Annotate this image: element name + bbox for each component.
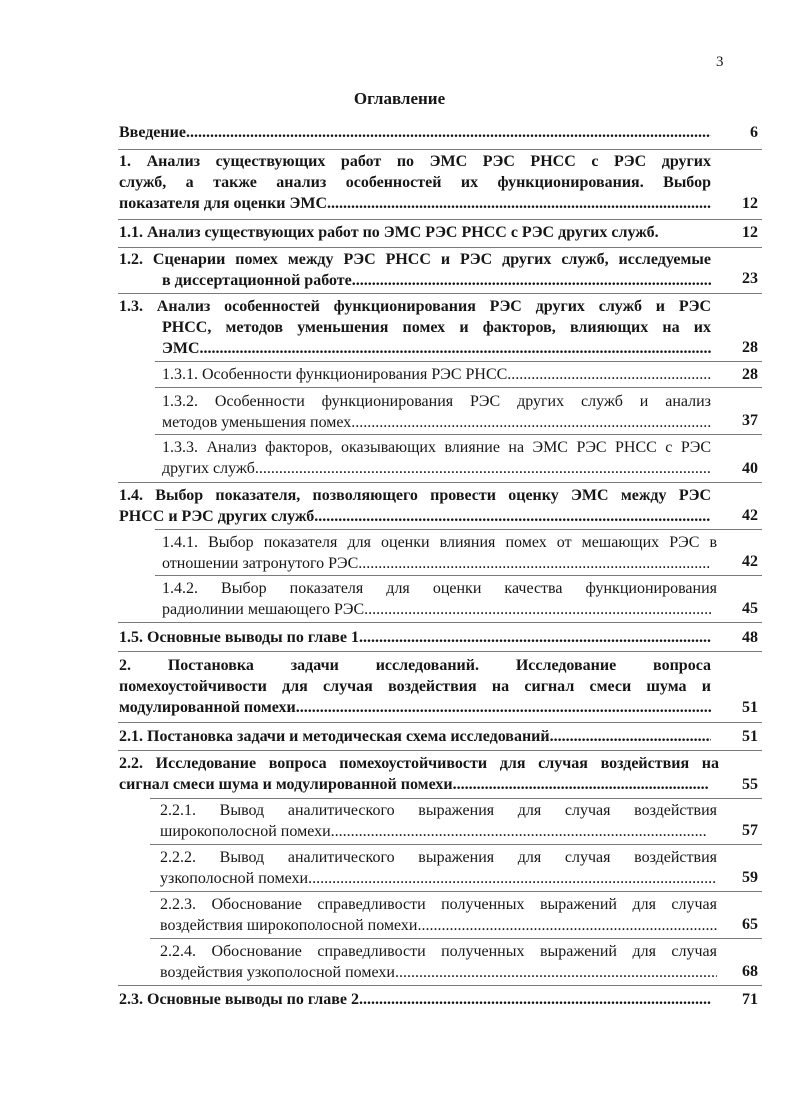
toc-entry-2-3[interactable] [119, 989, 711, 1010]
divider [155, 387, 762, 388]
toc-page-number: 37 [742, 412, 758, 429]
divider [150, 798, 762, 799]
divider [150, 891, 762, 892]
toc-entry-chapter-2[interactable] [119, 655, 711, 718]
divider [118, 722, 762, 723]
toc-page-number: 42 [742, 507, 758, 524]
dot-leader [395, 962, 717, 983]
toc-entry-chapter-1[interactable] [119, 151, 711, 214]
toc-entry-text: 1.3.2. Особенности функционирования РЭС других служб и анализ [162, 393, 711, 410]
toc-entry-text: показателя для оценки ЭМС [119, 195, 328, 212]
dot-leader [352, 270, 711, 291]
dot-leader [331, 821, 707, 842]
toc-entry-1-5[interactable] [119, 627, 711, 648]
dot-leader [453, 774, 709, 795]
toc-entry-text: 1.2. Сценарии помех между РЭС РНСС и РЭС других служб, исследуемые [119, 251, 711, 268]
toc-entry-text: 2.2.1. Вывод аналитического выражения для случая воздействия [160, 802, 717, 819]
toc-page-number: 28 [742, 339, 758, 356]
toc-entry-text: сигнал смеси шума и модулированной помехи [119, 776, 453, 793]
toc-page-number: 42 [742, 553, 758, 570]
toc-entry-text: 2. Постановка задачи исследований. Исследование вопроса [119, 657, 711, 674]
toc-entry-text: 2.2.2. Вывод аналитического выражения для случая воздействия [160, 849, 717, 866]
toc-entry-1-4-1[interactable] [162, 532, 717, 574]
divider [118, 750, 762, 751]
toc-entry-text: широкополосной помехи [160, 823, 331, 840]
toc-page-number: 57 [742, 822, 758, 839]
dot-leader [418, 915, 718, 936]
toc-entry-2-2-4[interactable] [160, 941, 717, 983]
toc-entry-text: 1.3. Анализ особенностей функционирования РЭС других служб и РЭС [119, 298, 711, 315]
toc-entry-2-2-2[interactable] [160, 847, 717, 889]
toc-entry-1-4-2[interactable] [162, 578, 717, 620]
toc-entry-1-4[interactable] [119, 485, 711, 527]
toc-page-number: 48 [742, 629, 758, 646]
toc-entry-text: 2.2.4. Обоснование справедливости полученных выражений для случая [160, 943, 717, 960]
toc-entry-text: РНСС и РЭС других служб [119, 508, 315, 525]
dot-leader [351, 412, 711, 433]
toc-entry-text: служб, а также анализ особенностей их функционирования. Выбор [119, 174, 711, 191]
toc-page-number: 23 [742, 270, 758, 287]
toc-entry-text: РНСС, методов уменьшения помех и факторов, влияющих на их [162, 319, 711, 336]
toc-entry-text: 1.1. Анализ существующих работ по ЭМС РЭС РНСС с РЭС других служб. [119, 224, 659, 241]
toc-entry-text: 2.3. Основные выводы по главе 2 [119, 991, 359, 1008]
toc-page-number: 12 [742, 224, 758, 241]
dot-leader [296, 697, 711, 718]
toc-entry-text: 1.4.2. Выбор показателя для оценки качества функционирования [162, 580, 717, 597]
toc-page-number: 71 [742, 991, 758, 1008]
toc-entry-text: в диссертационной работе [162, 272, 352, 289]
divider [155, 575, 762, 576]
divider [155, 361, 762, 362]
dot-leader [364, 599, 711, 620]
toc-entry-text: ЭМС [162, 340, 200, 357]
toc-entry-text: радиолинии мешающего РЭС [162, 601, 365, 618]
toc-entry-text: 2.1. Постановка задачи и методическая схема исследований [119, 728, 550, 745]
toc-entry-text: модулированной помехи [119, 699, 296, 716]
toc-entry-text: методов уменьшения помех [162, 414, 352, 431]
divider [118, 149, 762, 150]
toc-entry-text: 1.5. Основные выводы по главе 1 [119, 629, 359, 646]
toc-entry-text: 1.3.1. Особенности функционирования РЭС РНСС [162, 366, 508, 383]
toc-entry-text: 1.4. Выбор показателя, позволяющего провести оценку ЭМС между РЭС [119, 487, 711, 504]
toc-page-number: 12 [742, 195, 758, 212]
divider [118, 482, 762, 483]
toc-entry-text: воздействия узкополосной помехи [160, 964, 395, 981]
toc-entry-text: 1. Анализ существующих работ по ЭМС РЭС РНСС с РЭС других [119, 153, 711, 170]
toc-entry-2-2[interactable] [119, 753, 719, 795]
dot-leader [314, 506, 711, 527]
toc-entry-text: 2.2. Исследование вопроса помехоустойчивости для случая воздействия на [119, 755, 719, 772]
page-number: 3 [716, 54, 724, 70]
toc-entry-text: 2.2.3. Обоснование справедливости полученных выражений для случая [160, 896, 717, 913]
dot-leader [308, 868, 717, 889]
divider [150, 938, 762, 939]
dot-leader [255, 458, 711, 479]
toc-entry-1-3-1[interactable] [162, 364, 711, 385]
toc-entry-1-3-3[interactable] [162, 437, 711, 479]
toc-page-number: 68 [742, 963, 758, 980]
toc-entry-2-2-1[interactable] [160, 800, 717, 842]
toc-page-number: 51 [742, 699, 758, 716]
toc-entry-2-2-3[interactable] [160, 894, 717, 936]
toc-entry-1-1[interactable] [119, 222, 719, 243]
toc-page-number: 45 [742, 600, 758, 617]
toc-entry-introduction[interactable] [119, 122, 711, 143]
dot-leader [327, 193, 711, 214]
toc-page-number: 6 [750, 124, 758, 141]
toc-page-number: 51 [742, 728, 758, 745]
toc-entry-text: воздействия широкополосной помехи [160, 917, 418, 934]
toc-entry-1-3-2[interactable] [162, 391, 711, 433]
divider [118, 293, 762, 294]
toc-entry-1-2[interactable] [119, 249, 711, 291]
divider [155, 434, 762, 435]
dot-leader [359, 627, 711, 648]
dot-leader [186, 122, 711, 143]
toc-entry-text: 1.3.3. Анализ факторов, оказывающих влияние на ЭМС РЭС РНСС с РЭС [162, 439, 711, 456]
toc-page-number: 65 [742, 916, 758, 933]
dot-leader [358, 553, 711, 574]
divider [118, 247, 762, 248]
toc-entry-text: отношении затронутого РЭС [162, 555, 359, 572]
divider [118, 985, 762, 986]
toc-entry-text: 1.4.1. Выбор показателя для оценки влияния помех от мешающих РЭС в [162, 534, 717, 551]
toc-entry-1-3[interactable] [119, 296, 711, 359]
toc-entry-2-1[interactable] [119, 726, 711, 747]
toc-entry-text: других служб [162, 460, 255, 477]
toc-page-number: 40 [742, 460, 758, 477]
dot-leader [200, 338, 711, 359]
dot-leader [507, 364, 711, 385]
toc-page-number: 28 [742, 366, 758, 383]
divider [155, 529, 762, 530]
toc-entry-text: узкополосной помехи [160, 870, 309, 887]
toc-entry-text: помехоустойчивости для случая воздействия на сигнал смеси шума и [119, 678, 711, 695]
divider [118, 219, 762, 220]
toc-page-number: 59 [742, 869, 758, 886]
dot-leader [550, 726, 711, 747]
toc-title: Оглавление [353, 89, 446, 108]
toc-page-number: 55 [742, 776, 758, 793]
toc-entry-text: Введение [119, 124, 186, 141]
divider [118, 651, 762, 652]
dot-leader [359, 989, 711, 1010]
divider [118, 622, 762, 623]
divider [150, 844, 762, 845]
